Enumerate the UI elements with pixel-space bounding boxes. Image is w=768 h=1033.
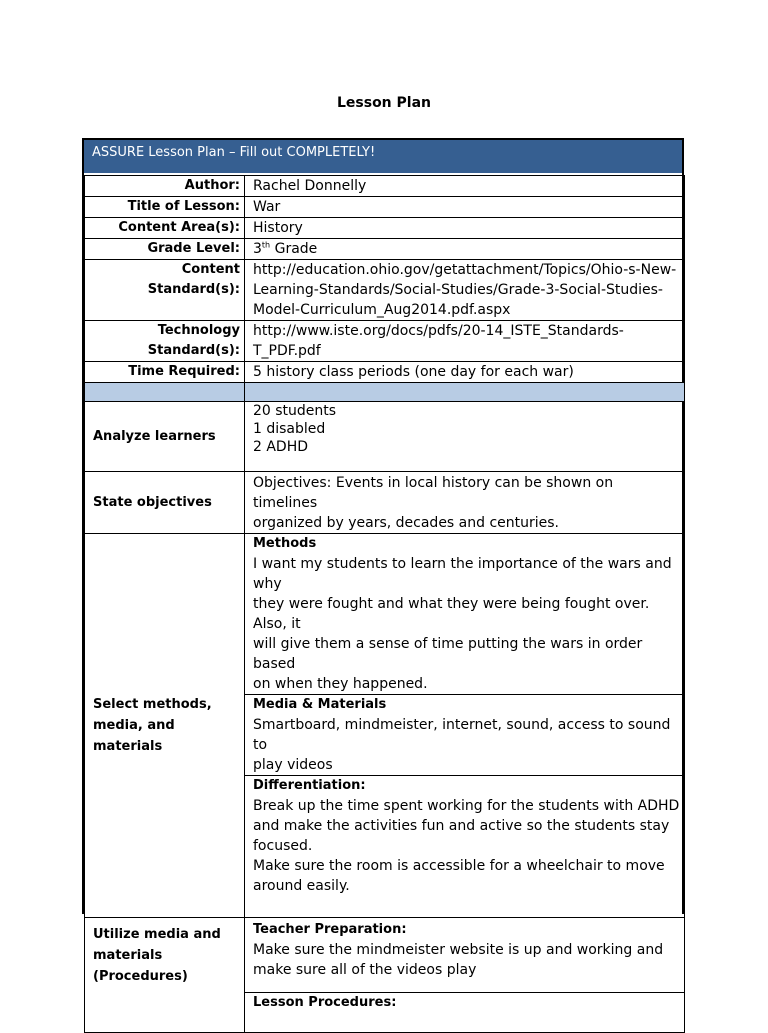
differentiation-line: and make the activities fun and active so the students stay (253, 818, 670, 834)
analyze-line: 20 students (253, 403, 337, 419)
differentiation-line: around easily. (253, 878, 350, 894)
row-teacher-preparation (85, 918, 685, 993)
row-time-required (85, 362, 685, 383)
methods-heading: Methods (253, 536, 317, 551)
lesson-procedures-heading: Lesson Procedures: (253, 995, 397, 1010)
row-methods (85, 534, 685, 695)
lesson-procedures-cell (245, 993, 685, 1033)
content-standards-value (245, 260, 685, 321)
differentiation-heading: Differentiation: (253, 778, 366, 793)
title-value: War (245, 197, 685, 218)
row-state-objectives (85, 472, 685, 534)
lesson-plan-table (84, 175, 685, 1033)
analyze-learners-label: Analyze learners (85, 402, 245, 472)
methods-line: will give them a sense of time putting the wars in order based (253, 636, 643, 672)
lesson-plan-frame (82, 138, 684, 1010)
teacher-preparation-line: make sure all of the videos play (253, 962, 477, 978)
grade-level-label: Grade Level: (85, 239, 245, 260)
methods-line: they were fought and what they were being fought over. Also, it (253, 596, 650, 632)
select-label-line: Select methods, (93, 697, 212, 712)
time-required-value: 5 history class periods (one day for each war) (245, 362, 685, 383)
select-label-line: materials (93, 739, 163, 754)
section-divider-cell (85, 383, 245, 402)
content-standards-line: http://education.ohio.gov/getattachment/Topics/Ohio-s-New- (253, 262, 677, 278)
row-content-standards (85, 260, 685, 321)
differentiation-cell (245, 776, 685, 918)
objective-line: organized by years, decades and centuries. (253, 515, 560, 531)
content-standards-line: Learning-Standards/Social-Studies/Grade-3-Social-Studies- (253, 282, 663, 298)
utilize-media-label (85, 918, 245, 1033)
assure-banner: ASSURE Lesson Plan – Fill out COMPLETELY! (84, 140, 682, 173)
media-materials-cell (245, 695, 685, 776)
utilize-label-line: Utilize media and (93, 927, 221, 942)
technology-standards-value (245, 321, 685, 362)
methods-line: on when they happened. (253, 676, 428, 692)
analyze-line: 1 disabled (253, 421, 326, 437)
differentiation-line: Make sure the room is accessible for a wheelchair to move (253, 858, 665, 874)
technology-standards-label-line: Standard(s): (147, 343, 240, 358)
row-analyze-learners (85, 402, 685, 472)
differentiation-line: focused. (253, 838, 313, 854)
utilize-label-line: materials (93, 948, 163, 963)
grade-word: Grade (270, 241, 318, 257)
row-title (85, 197, 685, 218)
analyze-line: 2 ADHD (253, 439, 309, 455)
content-standards-label-line: Standard(s): (147, 282, 240, 297)
media-heading: Media & Materials (253, 697, 387, 712)
content-area-label: Content Area(s): (85, 218, 245, 239)
state-objectives-label: State objectives (85, 472, 245, 534)
state-objectives-value (245, 472, 685, 534)
time-required-label: Time Required: (85, 362, 245, 383)
methods-cell (245, 534, 685, 695)
objective-line: Objectives: Events in local history can be shown on timelines (253, 475, 614, 511)
content-standards-line: Model-Curriculum_Aug2014.pdf.aspx (253, 302, 511, 318)
technology-standards-label (85, 321, 245, 362)
select-label-line: media, and (93, 718, 175, 733)
page-title: Lesson Plan (336, 95, 431, 111)
select-methods-label (85, 534, 245, 918)
section-divider-row (85, 383, 685, 402)
grade-suffix: th (261, 240, 271, 250)
content-area-value: History (245, 218, 685, 239)
grade-number: 3 (253, 241, 262, 257)
author-value: Rachel Donnelly (245, 176, 685, 197)
content-standards-label-line: Content (181, 262, 240, 277)
utilize-label-line: (Procedures) (93, 969, 188, 984)
row-grade-level (85, 239, 685, 260)
content-standards-label (85, 260, 245, 321)
teacher-preparation-heading: Teacher Preparation: (253, 922, 407, 937)
teacher-preparation-cell (245, 918, 685, 993)
row-author (85, 176, 685, 197)
row-technology-standards (85, 321, 685, 362)
author-label: Author: (85, 176, 245, 197)
title-label: Title of Lesson: (85, 197, 245, 218)
media-line: Smartboard, mindmeister, internet, sound, access to sound to (253, 717, 671, 753)
row-content-area (85, 218, 685, 239)
grade-level-value (245, 239, 685, 260)
teacher-preparation-line: Make sure the mindmeister website is up and working and (253, 942, 664, 958)
technology-standards-label-line: Technology (157, 323, 240, 338)
methods-line: I want my students to learn the importance of the wars and why (253, 556, 672, 592)
technology-standards-line: http://www.iste.org/docs/pdfs/20-14_ISTE_Standards- (253, 323, 624, 339)
analyze-learners-value (245, 402, 685, 472)
differentiation-line: Break up the time spent working for the students with ADHD (253, 798, 680, 814)
technology-standards-line: T_PDF.pdf (253, 343, 321, 359)
section-divider-cell (245, 383, 685, 402)
media-line: play videos (253, 757, 333, 773)
